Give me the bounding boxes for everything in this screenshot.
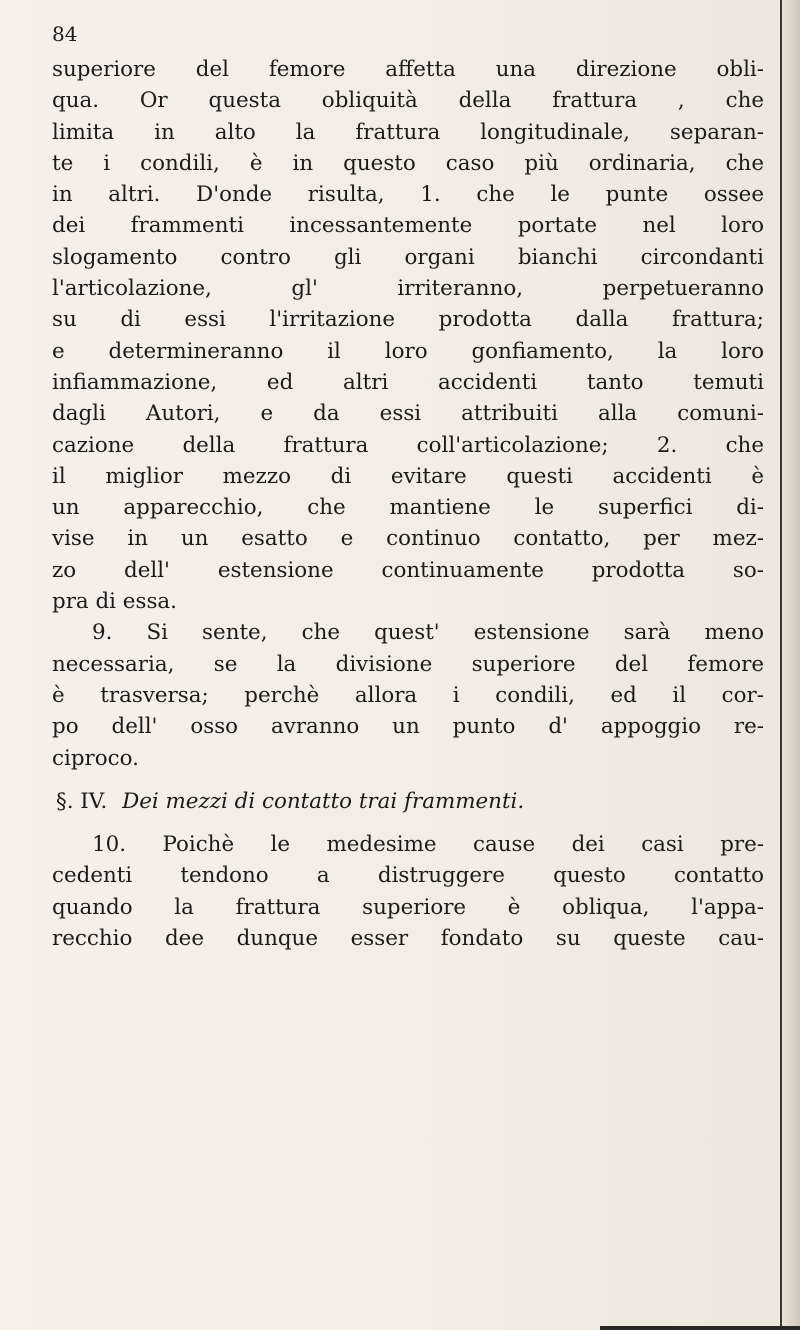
text-line: in altri. D'onde risulta, 1. che le punte ossee (52, 182, 764, 208)
text-line: vise in un esatto e continuo contatto, per mez- (52, 526, 764, 552)
page-text (52, 54, 764, 954)
text-line: infiammazione, ed altri accidenti tanto temuti (52, 369, 764, 395)
text-line: un apparecchio, che mantiene le superfici di- (52, 495, 764, 521)
text-line: il miglior mezzo di evitare questi accidenti è (52, 463, 764, 489)
text-line: superiore del femore affetta una direzione obli- (52, 57, 764, 82)
page-binding-edge (780, 0, 800, 1330)
section-title: Dei mezzi di contatto trai frammenti. (122, 788, 525, 814)
paragraph-10-line: 10. Poichè le medesime cause dei casi pre- (92, 832, 764, 858)
section-number: §. IV. (56, 788, 108, 814)
text-line: su di essi l'irritazione prodotta dalla frattura; (52, 307, 764, 333)
paragraph-9-line: è trasversa; perchè allora i condili, ed il cor- (52, 682, 764, 708)
paragraph-9-line: po dell' osso avranno un punto d' appoggio re- (52, 714, 764, 740)
page-bottom-edge (600, 1326, 800, 1330)
paragraph-9-line: ciproco. (52, 745, 139, 771)
text-line: limita in alto la frattura longitudinale, separan- (52, 119, 764, 145)
text-line: pra di essa. (52, 589, 177, 615)
text-line: zo dell' estensione continuamente prodotta so- (52, 557, 764, 583)
text-line: slogamento contro gli organi bianchi circondanti (52, 244, 764, 270)
text-line: cazione della frattura coll'articolazione; 2. che (52, 432, 764, 458)
section-heading (52, 786, 764, 817)
paragraph-10-line: recchio dee dunque esser fondato su queste cau- (52, 926, 764, 952)
paragraph-10-line: cedenti tendono a distruggere questo contatto (52, 863, 764, 889)
paragraph-10-line: quando la frattura superiore è obliqua, l'appa- (52, 894, 764, 920)
text-line: te i condili, è in questo caso più ordinaria, che (52, 150, 764, 176)
text-line: dei frammenti incessantemente portate nel loro (52, 213, 764, 239)
paragraph-9-line: 9. Si sente, che quest' estensione sarà meno (92, 620, 764, 646)
text-line: qua. Or questa obliquità della frattura , che (52, 88, 764, 114)
text-line: l'articolazione, gl' irriteranno, perpetueranno (52, 276, 764, 302)
text-line: dagli Autori, e da essi attribuiti alla comuni- (52, 401, 764, 427)
paragraph-9-line: necessaria, se la divisione superiore del femore (52, 651, 764, 677)
page-number: 84 (52, 22, 78, 46)
text-line: e determineranno il loro gonfiamento, la loro (52, 338, 764, 364)
